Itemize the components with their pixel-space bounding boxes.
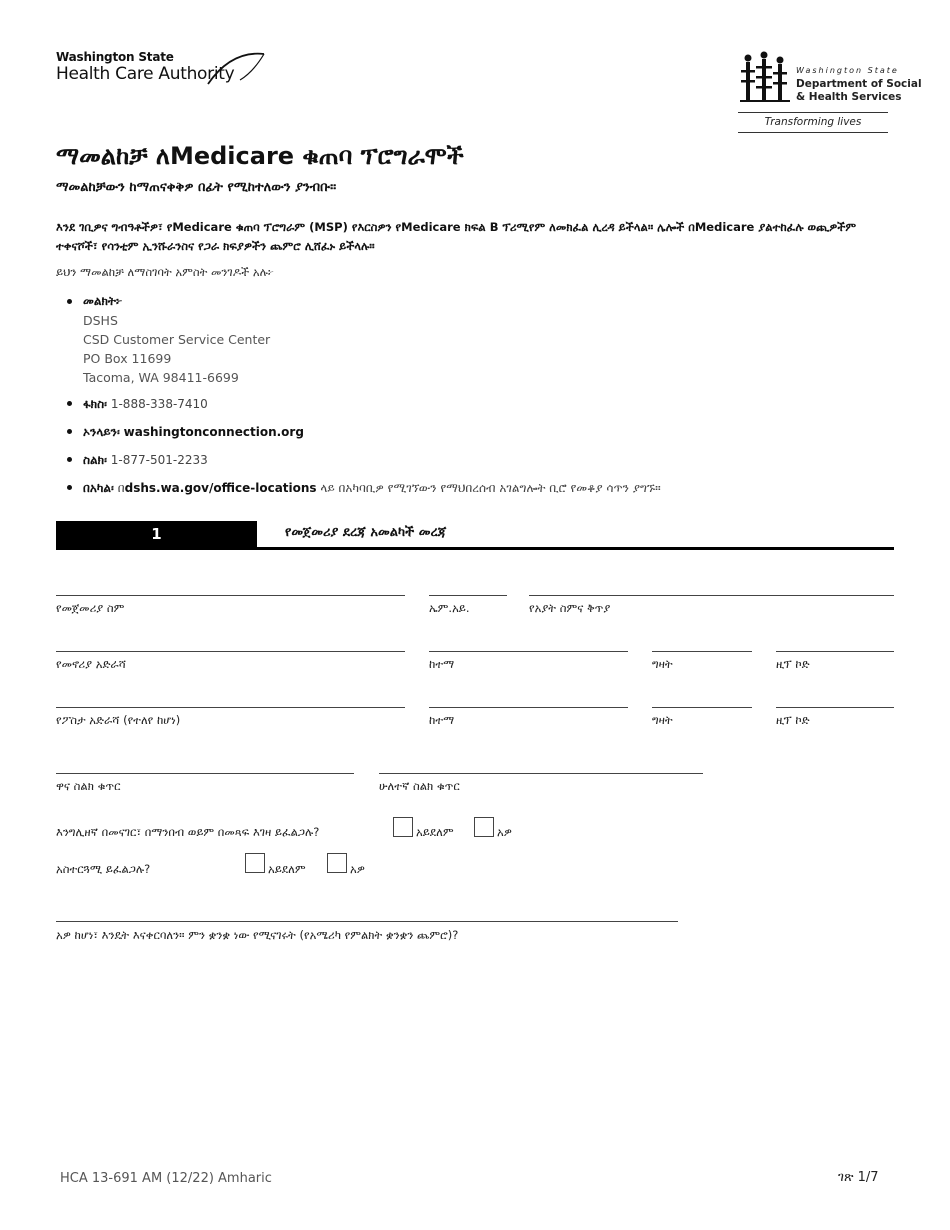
home-city-input[interactable] [429,651,628,652]
mailing-city-label: ከተማ [429,713,455,727]
hca-logo-state: Washington State [56,50,174,64]
hca-logo-name-prefix: Health Care [56,64,159,84]
bullet-icon [67,401,72,406]
mailing-zip-input[interactable] [776,707,894,708]
home-zip-input[interactable] [776,651,894,652]
secondary-phone-input[interactable] [379,773,703,774]
middle-initial-input[interactable] [429,595,507,596]
hca-swoosh-icon [206,50,266,86]
mailing-city-input[interactable] [429,707,628,708]
hca-logo [56,50,266,90]
office-locations-link[interactable]: dshs.wa.gov/office-locations [124,481,317,495]
mail-address-line: Tacoma, WA 98411-6699 [83,370,239,385]
mail-address-line: CSD Customer Service Center [83,332,271,347]
home-city-label: ከተማ [429,657,455,671]
interpreter-no-label: አይደለም [268,862,306,876]
home-address-label: የመኖሪያ አድራሻ [56,657,126,671]
method-in-person [56,478,896,506]
form-id: HCA 13-691 AM (12/22) Amharic [60,1171,272,1186]
dshs-dept-line2: & Health Services [796,91,902,103]
dshs-rule-bottom [738,132,888,133]
dshs-logo [738,50,922,140]
fax-label: ፋክስ፡ [83,397,108,411]
bullet-icon [67,485,72,490]
home-zip-label: ዚፕ ኮድ [776,657,810,671]
in-person-prefix: በ [117,481,125,495]
hca-logo-name-suffix: Authority [158,64,235,84]
dshs-tagline: Transforming lives [764,116,862,128]
in-person-label: በአካል፡ [83,481,114,495]
section-rule [56,547,894,550]
fax-number: 1-888-338-7410 [110,397,208,411]
language-label: አዎ ከሆነ፣ እንዴት እናቀርባለን። ምን ቋንቋ ነው የሚናገሩት (የአሜሪካ የምልክት ቋንቋን ጨምሮ)? [56,928,459,942]
intro-paragraph: እንደ ገቢዎና ግብዓቶችዎ፣ የMedicare ቁጠባ ፕሮግራም (MSP) የእርስዎን የMedicare ክፍል B ፕሪሚየም ለመክፈል ሊረዳ ይችላል። ሌሎች በMedicare ያልተከፈሉ ወጪዎችም ተቀናሾች፣ የሳንቲም ኢንሹራንስና የጋራ ክፍያዎችን ጨምሮ ሊሸፈኑ ይችላሉ። [56,220,857,253]
online-link[interactable]: washingtonconnection.org [123,425,304,439]
phone-label: ስልክ፡ [83,453,107,467]
interpreter-yes-label: አዎ [350,862,365,876]
first-name-label: የመጀመሪያ ስም [56,601,125,615]
online-label: ኦንላይን፡ [83,425,120,439]
mail-label: መልክት፦ [83,294,123,308]
dshs-rule-top [738,112,888,113]
middle-initial-label: ኤም.አይ. [429,601,470,615]
page-subtitle: ማመልከቻውን ከማጠናቀቅዎ በፊት የሚከተለውን ያንብቡ። [56,180,337,195]
last-name-input[interactable] [529,595,894,596]
first-name-input[interactable] [56,595,405,596]
mailing-state-label: ግዛት [652,713,673,727]
method-online [56,422,896,450]
phone-number: 1-877-501-2233 [110,453,208,467]
in-person-suffix: ላይ በአካባቢዎ የሚገኘውን የማህበረሰብ አገልግሎት ቢሮ የመቆያ ሳጥን ያግኙ። [316,481,661,495]
mailing-address-input[interactable] [56,707,405,708]
english-help-no-label: አይደለም [416,825,454,839]
interpreter-yes-checkbox[interactable] [327,853,347,873]
dshs-department [796,78,922,104]
english-help-yes-checkbox[interactable] [474,817,494,837]
last-name-label: የአያት ስምና ቅጥያ [529,601,611,615]
main-phone-label: ዋና ስልክ ቁጥር [56,779,121,793]
mailing-zip-label: ዚፕ ኮድ [776,713,810,727]
page-number [838,1170,879,1185]
dshs-figures-icon [738,50,792,106]
english-help-yes-label: አዎ [497,825,512,839]
dshs-state: Washington State [796,66,899,75]
interpreter-question: አስተርጓሚ ይፈልጋሉ? [56,862,151,876]
method-fax [56,394,896,422]
ways-intro: ይህን ማመልከቻ ለማስገባት አምስት መንገዶች አሉ፦ [56,265,274,279]
page-title: ማመልከቻ ለMedicare ቁጠባ ፕሮግራሞች [56,142,464,170]
mailing-address-label: የፖስታ አድራሻ (የተለየ ከሆነ) [56,713,181,727]
section-title: የመጀመሪያ ደረጃ አመልካች መረጃ [285,525,447,540]
dshs-dept-line1: Department of Social [796,78,922,90]
page-value: 1/7 [857,1170,879,1185]
submission-methods-list [56,292,896,506]
home-state-input[interactable] [652,651,752,652]
method-phone [56,450,896,478]
bullet-icon [67,299,72,304]
main-phone-input[interactable] [56,773,354,774]
bullet-icon [67,429,72,434]
section-number: 1 [56,521,257,549]
mailing-state-input[interactable] [652,707,752,708]
english-help-question: እንግሊዘኛ በመናገር፣ በማንበብ ወይም በመጻፍ እገዛ ይፈልጋሉ? [56,825,320,839]
mail-address-line: PO Box 11699 [83,351,172,366]
secondary-phone-label: ሁለተኛ ስልክ ቁጥር [379,779,460,793]
interpreter-no-checkbox[interactable] [245,853,265,873]
home-state-label: ግዛት [652,657,673,671]
page-label: ገጽ [838,1170,858,1185]
language-input[interactable] [56,921,678,922]
english-help-no-checkbox[interactable] [393,817,413,837]
mail-address-line: DSHS [83,313,118,328]
method-mail [56,292,896,394]
home-address-input[interactable] [56,651,405,652]
bullet-icon [67,457,72,462]
